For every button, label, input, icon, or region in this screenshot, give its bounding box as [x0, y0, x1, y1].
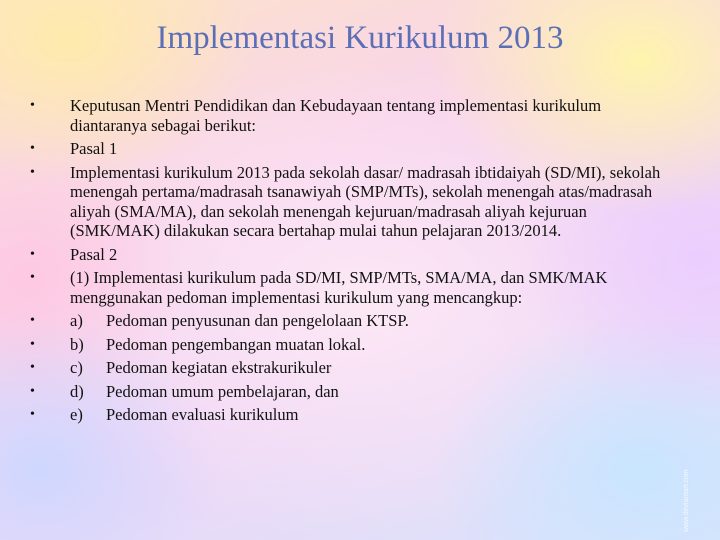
sub-item-marker: b) — [70, 334, 84, 354]
sub-item-text: Pedoman penyusunan dan pengelolaan KTSP. — [106, 311, 409, 330]
sub-item-text: Pedoman kegiatan ekstrakurikuler — [106, 358, 332, 377]
list-item — [28, 405, 668, 425]
bullet-icon: • — [30, 98, 35, 113]
list-item — [28, 245, 668, 265]
bullet-text — [70, 335, 668, 355]
bullet-icon: • — [30, 270, 35, 285]
sub-item-text: Pedoman pengembangan muatan lokal. — [106, 334, 366, 354]
bullet-text: Pasal 1 — [70, 139, 118, 158]
bullet-icon: • — [30, 360, 35, 375]
list-item — [28, 358, 668, 378]
bullet-icon: • — [30, 164, 35, 180]
list-item — [28, 163, 668, 241]
watermark-text: www.deviantart.com — [683, 469, 690, 532]
list-item — [28, 311, 668, 331]
bullet-text: Implementasi kurikulum 2013 pada sekolah dasar/ madrasah ibtidaiyah (SD/MI), sekolah menengah pertama/madrasah tsanawiyah (SMP/MTs), sekolah menengah atas/madrasah aliyah (SMA/MA), dan sekolah menengah kejuruan/madrasah aliyah kejuruan (SMK/MAK) dilakukan secara bertahap mulai tahun pelajaran 2013/2014. — [70, 162, 661, 240]
bullet-text: Keputusan Mentri Pendidikan dan Kebudayaan tentang implementasi kurikulum diantaranya sebagai berikut: — [70, 96, 602, 135]
sub-item-text: Pedoman umum pembelajaran, dan — [106, 381, 339, 401]
bullet-text: Pasal 2 — [70, 244, 118, 264]
sub-item-marker: d) — [70, 381, 84, 401]
bullet-icon: • — [30, 141, 35, 156]
bullet-text: (1) Implementasi kurikulum pada SD/MI, SMP/MTs, SMA/MA, dan SMK/MAK menggunakan pedoman implementasi kurikulum yang mencangkup: — [70, 268, 608, 307]
bullet-text — [70, 358, 668, 378]
list-item — [28, 268, 668, 307]
sub-item-text: Pedoman evaluasi kurikulum — [106, 405, 299, 424]
sub-item-marker: e) — [70, 405, 83, 424]
bullet-icon: • — [30, 313, 35, 328]
bullet-text — [70, 311, 668, 331]
slide-title: Implementasi Kurikulum 2013 — [156, 20, 564, 56]
list-item — [28, 382, 668, 402]
list-item — [28, 335, 668, 355]
bullet-icon: • — [30, 383, 35, 399]
bullet-icon: • — [30, 407, 35, 422]
sub-item-marker: c) — [70, 358, 83, 377]
list-item — [28, 96, 668, 135]
bullet-list — [28, 96, 668, 429]
bullet-text — [70, 405, 668, 425]
sub-item-marker: a) — [70, 311, 83, 330]
list-item — [28, 139, 668, 159]
bullet-icon: • — [30, 246, 35, 262]
bullet-icon: • — [30, 336, 35, 352]
bullet-text — [70, 382, 668, 402]
